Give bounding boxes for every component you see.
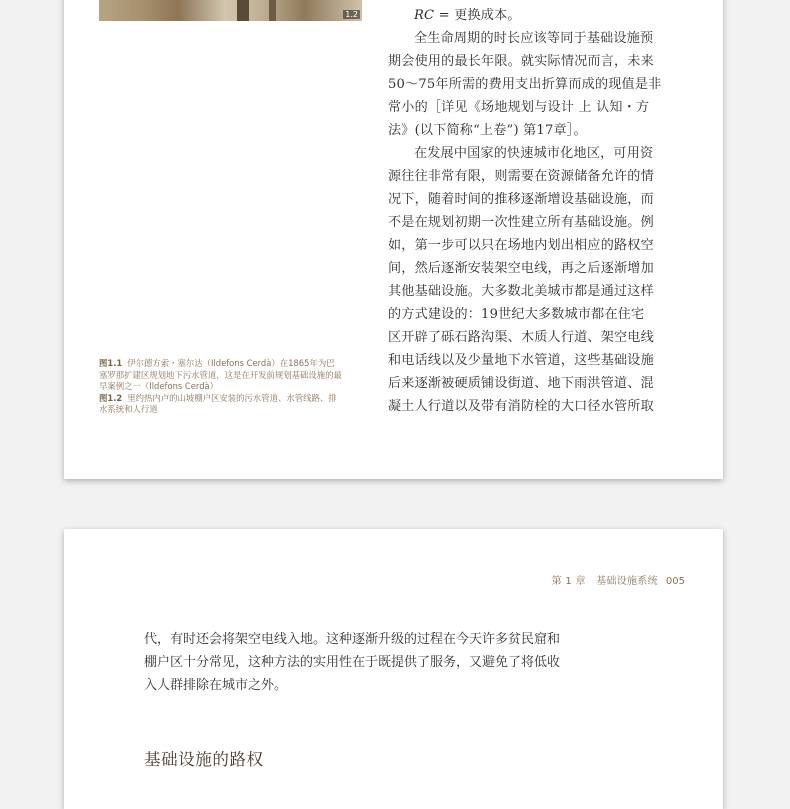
text-line: 棚户区十分常见，这种方法的实用性在于既提供了服务，又避免了将低收: [144, 655, 561, 670]
section-title: 基础设施的路权: [144, 750, 264, 769]
text-line: 全生命周期的时长应该等同于基础设施预: [414, 31, 654, 46]
text-line: 后来逐渐被硬质铺设街道、地下雨洪管道、混: [388, 376, 654, 391]
text-line: 凝土人行道以及带有消防栓的大口径水管所取: [388, 399, 654, 414]
text-line: 源往往非常有限，则需要在资源储备允许的情: [388, 169, 654, 184]
book-page-bottom: [64, 529, 723, 809]
caption-line: 图1.2 里约热内卢的山坡棚户区安装的污水管道、水管线路、排: [99, 392, 337, 403]
book-page-top: [64, 0, 723, 479]
photo-badge: 1.2: [345, 10, 358, 19]
photo-post: [237, 0, 249, 21]
text-line: 其他基础设施。大多数北美城市都是通过这样: [388, 284, 654, 299]
text-line: 区开辟了砾石路沟渠、木质人行道、架空电线: [388, 330, 654, 345]
running-head: [552, 572, 685, 587]
caption-line: 塞罗那扩建区规划地下污水管道，这是在开发前规划基础设施的最: [99, 369, 342, 380]
text-line: 在发展中国家的快速城市化地区，可用资: [414, 146, 654, 161]
photo-post: [269, 0, 276, 21]
figure-photo: [99, 0, 362, 21]
text-line: 况下，随着时间的推移逐渐增设基础设施，而: [388, 192, 654, 207]
caption-line: 水系统和人行道: [99, 404, 158, 414]
text-line: 入人群排除在城市之外。: [144, 678, 288, 693]
formula-line: RC = 更换成本。: [414, 8, 521, 23]
figure-number: 图1.2: [99, 392, 123, 403]
text-line: 如，第一步可以只在场地内划出相应的路权空: [388, 238, 654, 253]
text-line: 不是在规划初期一次性建立所有基础设施。例: [388, 215, 654, 230]
figure-caption: [99, 358, 369, 416]
rc-symbol: RC: [414, 8, 435, 23]
text-line: 和电话线以及少量地下水管道，这些基础设施: [388, 353, 654, 368]
text-line: 代，有时还会将架空电线入地。这种逐渐升级的过程在今天许多贫民窟和: [144, 632, 561, 647]
text-line: 常小的［详见《场地规划与设计 上 认知・方: [388, 100, 650, 115]
body-text: [144, 628, 564, 697]
text-column: [388, 0, 662, 418]
text-line: 期会使用的最长年限。就实际情况而言，未来: [388, 54, 654, 69]
caption-line: 图1.1 伊尔德方索・塞尔达（Ildefons Cerdà）在1865年为巴: [99, 358, 335, 368]
figure-number: 图1.1: [99, 358, 123, 368]
page-number: 005: [665, 576, 685, 587]
text-line: 的方式建设的：19世纪大多数城市都在住宅: [388, 307, 645, 322]
text-line: 50～75年所需的费用支出折算而成的现值是非: [388, 77, 662, 92]
chapter-label: 第 1 章 基础设施系统: [551, 576, 658, 587]
caption-line: 早案例之一（Ildefons Cerdà）: [99, 381, 219, 391]
text-line: 间，然后逐渐安装架空电线，再之后逐渐增加: [388, 261, 654, 276]
text-line: 法》(以下简称“上卷”) 第17章］。: [388, 123, 587, 138]
